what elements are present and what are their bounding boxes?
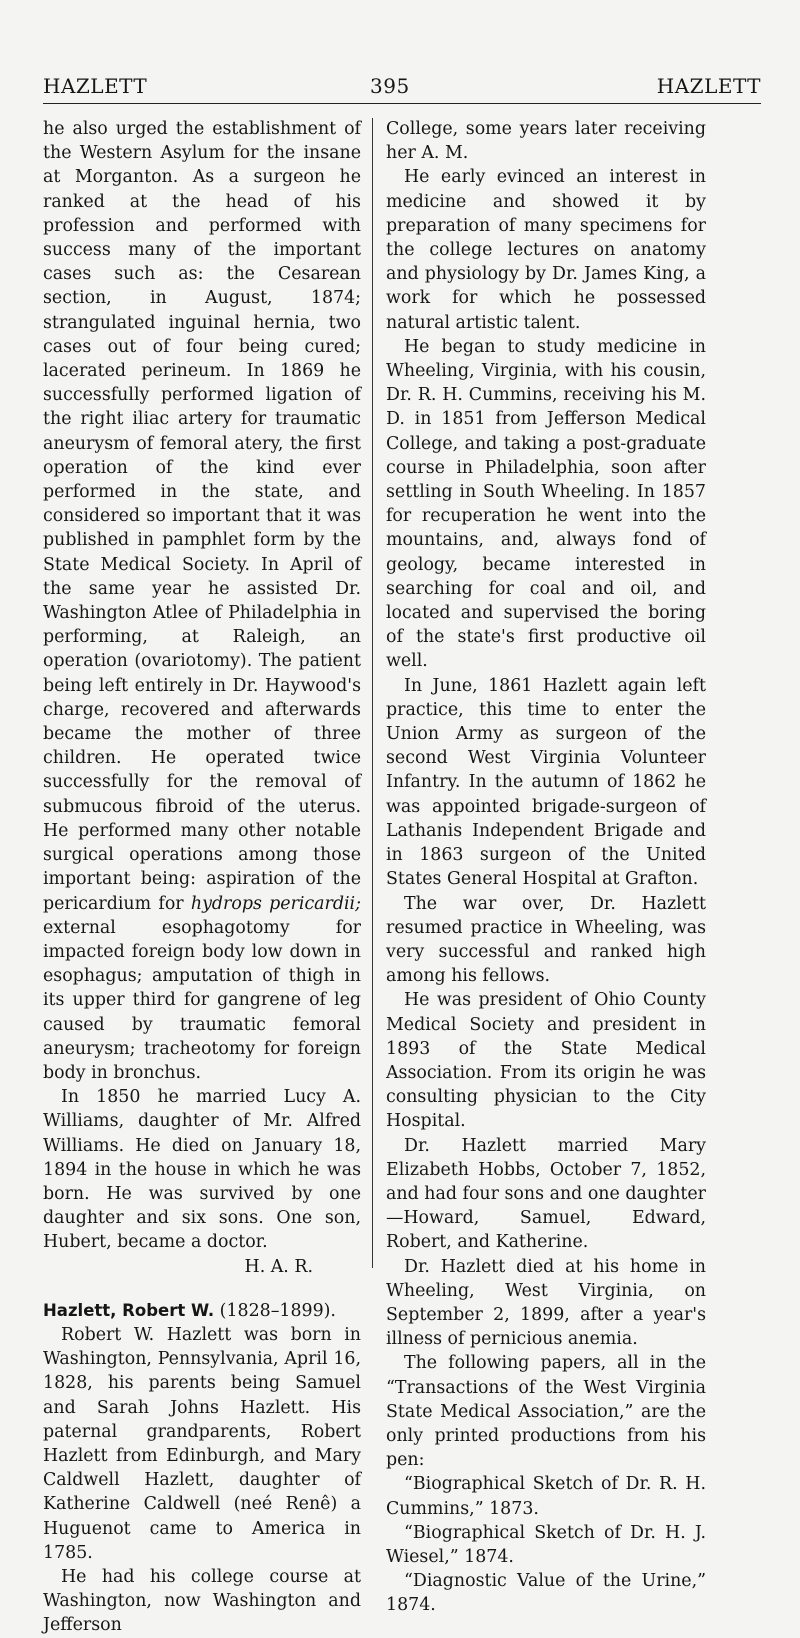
paragraph: In 1850 he married Lucy A. Williams, daughter of Mr. Alfred Williams. He died on January 18, 1894 in the house in which he was born. He was survived by one daughter and six sons. One son, Hubert, became a doctor. xyxy=(43,1087,361,1253)
paragraph: Dr. Hazlett married Mary Elizabeth Hobbs, October 7, 1852, and had four sons and one daughter—Howard, Samuel, Edward, Robert, and Katherine. xyxy=(386,1135,706,1253)
paper-title: “Biographical Sketch of Dr. H. J. Wiesel,” 1874. xyxy=(386,1522,706,1567)
paragraph-text: external esophagotomy for impacted foreign body low down in esophagus; amputation of thigh in its upper third for gangrene of leg caused by traumatic femoral aneurysm; tracheotomy for foreign body in bronchus. xyxy=(43,917,361,1083)
paper-title: “Diagnostic Value of the Urine,” 1874. xyxy=(386,1571,706,1616)
paragraph: He early evinced an interest in medicine and showed it by preparation of many specimens for the college lectures on anatomy and physiology by Dr. James King, a work for which he possessed natural artistic talent. xyxy=(386,167,706,333)
paragraph: In June, 1861 Hazlett again left practice, this time to enter the Union Army as surgeon of the second West Virginia Volunteer Infantry. In the autumn of 1862 he was appointed brigade-surgeon of Lathanis Independent Brigade and in 1863 surgeon of the United States General Hospital at Grafton. xyxy=(386,675,706,890)
italic-term: hydrops pericardii; xyxy=(190,893,361,914)
paragraph: He was president of Ohio County Medical Society and president in 1893 of the State Medical Association. From its origin he was consulting physician to the City Hospital. xyxy=(386,990,706,1132)
paragraph: Robert W. Hazlett was born in Washington, Pennsylvania, April 16, 1828, his parents being Samuel and Sarah Johns Hazlett. His paternal grandparents, Robert Hazlett from Edinburgh, and Mary Caldwell Hazlett, daughter of Katherine Caldwell (neé Renê) a Huguenot came to America in 1785. xyxy=(43,1324,361,1563)
header-left-name: HAZLETT xyxy=(43,74,148,98)
paper-title: “Biographical Sketch of Dr. R. H. Cummins,” 1873. xyxy=(386,1474,706,1519)
column-divider xyxy=(372,118,373,1268)
paragraph: Dr. Hazlett died at his home in Wheeling, West Virginia, on September 2, 1899, after a year's illness of pernicious anemia. xyxy=(386,1256,706,1350)
page-number: 395 xyxy=(370,74,410,98)
paragraph: College, some years later receiving her A. M. xyxy=(386,119,706,164)
author-initials: H. A. R. xyxy=(244,1256,313,1277)
paragraph xyxy=(43,117,361,1085)
right-column xyxy=(386,117,706,1618)
paragraph-text: he also urged the establishment of the Western Asylum for the insane at Morganton. As a surgeon he ranked at the head of his profession and performed with success many of the important cases such as: the Cesarean section, in August, 1874; strangulated inguinal hernia, two cases out of four being cured; lacerated perineum. In 1869 he successfully performed ligation of the right iliac artery for traumatic aneurysm of femoral atery, the first operation of the kind ever performed in the state, and considered so important that it was published in pamphlet form by the State Medical Society. In April of the same year he assisted Dr. Washington Atlee of Philadelphia in performing, at Raleigh, an operation (ovariotomy). The patient being left entirely in Dr. Haywood's charge, recovered and afterwards became the mother of three children. He operated twice successfully for the removal of submucous fibroid of the uterus. He performed many other notable surgical operations among those important being: aspiration of the pericardium for xyxy=(43,119,361,914)
header-right-name: HAZLETT xyxy=(656,74,761,98)
paragraph: He began to study medicine in Wheeling, Virginia, with his cousin, Dr. R. H. Cummins, receiving his M. D. in 1851 from Jefferson Medical College, and taking a post-graduate course in Philadelphia, soon after settling in South Wheeling. In 1857 for recuperation he went into the mountains, and, always fond of geology, became interested in searching for coal and oil, and located and supervised the boring of the state's first productive oil well. xyxy=(386,336,706,672)
paragraph: He had his college course at Washington, now Washington and Jefferson xyxy=(43,1566,361,1636)
running-header xyxy=(43,74,761,100)
paragraph: The following papers, all in the “Transactions of the West Virginia State Medical Association,” are the only printed productions from his pen: xyxy=(386,1353,706,1471)
entry-dates: (1828–1899). xyxy=(214,1300,336,1321)
entry-name: Hazlett, Robert W. xyxy=(43,1300,215,1320)
entry-heading xyxy=(43,1299,361,1323)
paragraph: The war over, Dr. Hazlett resumed practice in Wheeling, was very successful and ranked high among his fellows. xyxy=(386,893,706,987)
left-column xyxy=(43,117,361,1638)
header-rule xyxy=(43,103,761,104)
